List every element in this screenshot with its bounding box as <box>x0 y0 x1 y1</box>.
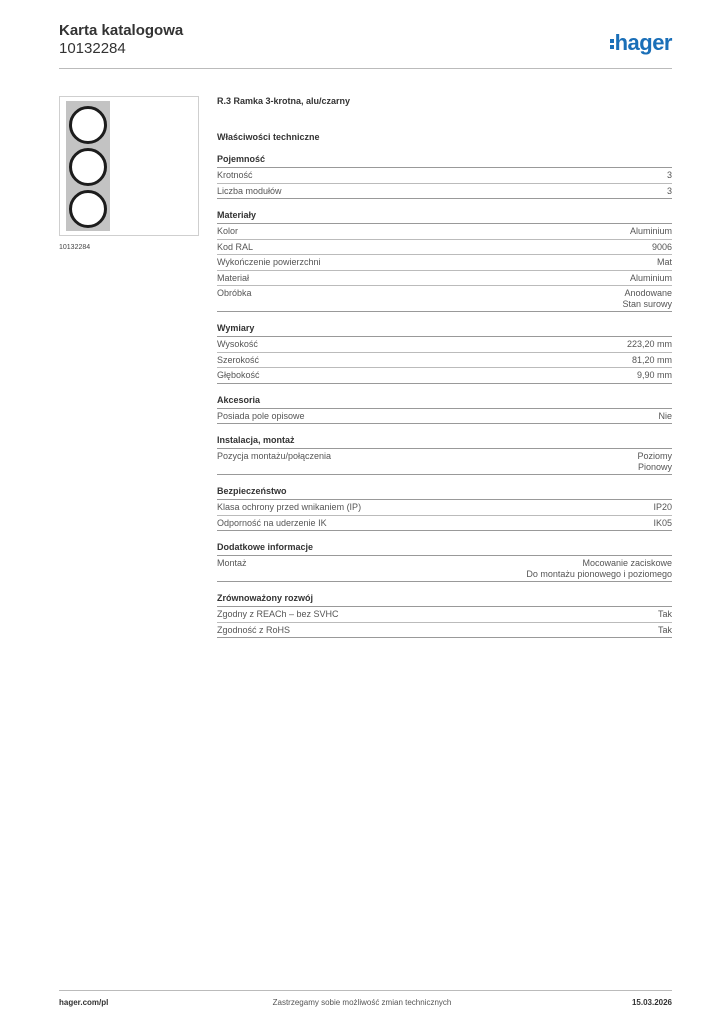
spec-label: Liczba modułów <box>217 185 282 196</box>
spec-values <box>667 186 672 197</box>
spec-values <box>627 339 672 350</box>
spec-row <box>217 255 672 271</box>
spec-group-title: Materiały <box>217 210 672 224</box>
spec-label: Wykończenie powierzchni <box>217 257 321 267</box>
spec-value: Do montażu pionowego i poziomego <box>526 568 672 579</box>
spec-values <box>652 242 672 253</box>
spec-row <box>217 607 672 623</box>
spec-value: IP20 <box>653 502 672 512</box>
spec-value: Anodowane <box>624 288 672 298</box>
spec-row <box>217 184 672 200</box>
spec-group <box>217 210 672 312</box>
spec-values <box>632 355 672 366</box>
spec-value: Tak <box>657 609 672 619</box>
spec-row <box>217 500 672 516</box>
spec-values <box>657 257 672 268</box>
spec-label: Krotność <box>217 170 253 180</box>
spec-group-title: Akcesoria <box>217 395 672 409</box>
spec-values <box>658 609 672 620</box>
spec-values <box>667 170 672 181</box>
specification-content <box>217 96 672 649</box>
document-header <box>59 22 183 58</box>
spec-value: Poziomy <box>637 451 672 461</box>
image-caption: 10132284 <box>59 244 91 251</box>
spec-value: Aluminium <box>629 226 672 236</box>
spec-label: Zgodny z REACh – bez SVHC <box>217 609 339 619</box>
spec-row <box>217 516 672 532</box>
spec-value: Stan surowy <box>622 298 672 309</box>
section-heading: Właściwości techniczne <box>217 132 320 142</box>
spec-row <box>217 286 672 312</box>
spec-groups <box>217 154 672 638</box>
spec-group <box>217 593 672 638</box>
socket-opening-icon <box>69 106 107 144</box>
spec-values <box>637 451 672 472</box>
spec-group <box>217 542 672 582</box>
spec-values <box>653 518 672 529</box>
article-number: 10132284 <box>59 40 126 57</box>
spec-row <box>217 271 672 287</box>
spec-row <box>217 240 672 256</box>
socket-opening-icon <box>69 190 107 228</box>
spec-label: Głębokość <box>217 370 260 380</box>
spec-group-title: Zrównoważony rozwój <box>217 593 672 607</box>
spec-group <box>217 323 672 384</box>
spec-value: Mocowanie zaciskowe <box>582 558 672 568</box>
footer-website[interactable]: hager.com/pl <box>59 998 109 1007</box>
spec-label: Klasa ochrony przed wnikaniem (IP) <box>217 502 362 512</box>
spec-group-title: Wymiary <box>217 323 672 337</box>
spec-value: 3 <box>666 185 672 196</box>
spec-values <box>630 226 672 237</box>
spec-values <box>653 502 672 513</box>
spec-label: Szerokość <box>217 354 260 365</box>
spec-values <box>526 558 672 579</box>
spec-row <box>217 409 672 425</box>
spec-group-title: Dodatkowe informacje <box>217 542 672 556</box>
spec-row <box>217 224 672 240</box>
product-image <box>59 96 199 236</box>
spec-value: Mat <box>656 257 672 267</box>
footer-disclaimer: Zastrzegamy sobie możliwość zmian technicznych <box>272 998 452 1007</box>
socket-opening-icon <box>69 148 107 186</box>
spec-value: Aluminium <box>629 272 672 283</box>
spec-values <box>658 625 672 636</box>
spec-row <box>217 337 672 353</box>
frame-image <box>66 101 110 231</box>
spec-label: Odporność na uderzenie IK <box>217 517 327 528</box>
spec-group <box>217 435 672 475</box>
header-divider <box>59 68 672 69</box>
spec-values <box>658 411 672 422</box>
spec-value: 223,20 mm <box>626 339 672 349</box>
footer-divider <box>59 990 672 991</box>
document-title: Karta katalogowa <box>59 22 184 39</box>
spec-row <box>217 623 672 639</box>
spec-group-title: Bezpieczeństwo <box>217 486 672 500</box>
logo-text: hager <box>614 30 672 55</box>
spec-values <box>637 370 672 381</box>
spec-value: IK05 <box>653 517 672 528</box>
spec-row <box>217 353 672 369</box>
spec-value: 3 <box>666 170 672 180</box>
spec-group <box>217 154 672 199</box>
spec-value: Nie <box>658 410 672 421</box>
spec-label: Zgodność z RoHS <box>217 624 291 635</box>
spec-row <box>217 368 672 384</box>
spec-label: Materiał <box>217 272 250 283</box>
spec-label: Montaż <box>217 558 247 568</box>
product-title: R.3 Ramka 3-krotna, alu/czarny <box>217 96 351 106</box>
spec-value: Pionowy <box>637 461 672 472</box>
spec-label: Kolor <box>217 226 239 236</box>
hager-logo <box>610 30 672 56</box>
spec-group-title: Pojemność <box>217 154 672 168</box>
spec-group-title: Instalacja, montaż <box>217 435 672 449</box>
spec-value: 9,90 mm <box>636 370 672 380</box>
spec-label: Kod RAL <box>217 241 254 252</box>
logo-dots-icon <box>610 37 614 51</box>
spec-values <box>630 273 672 284</box>
spec-label: Pozycja montażu/połączenia <box>217 451 332 461</box>
spec-values <box>622 288 672 309</box>
spec-group <box>217 395 672 425</box>
spec-label: Obróbka <box>217 288 252 298</box>
spec-row <box>217 168 672 184</box>
spec-value: 81,20 mm <box>631 354 672 365</box>
spec-row <box>217 449 672 475</box>
spec-label: Posiada pole opisowe <box>217 410 305 421</box>
spec-row <box>217 556 672 582</box>
footer-date: 15.03.2026 <box>631 998 672 1007</box>
spec-group <box>217 486 672 531</box>
spec-label: Wysokość <box>217 339 258 349</box>
spec-value: 9006 <box>651 241 672 252</box>
spec-value: Tak <box>657 624 672 635</box>
